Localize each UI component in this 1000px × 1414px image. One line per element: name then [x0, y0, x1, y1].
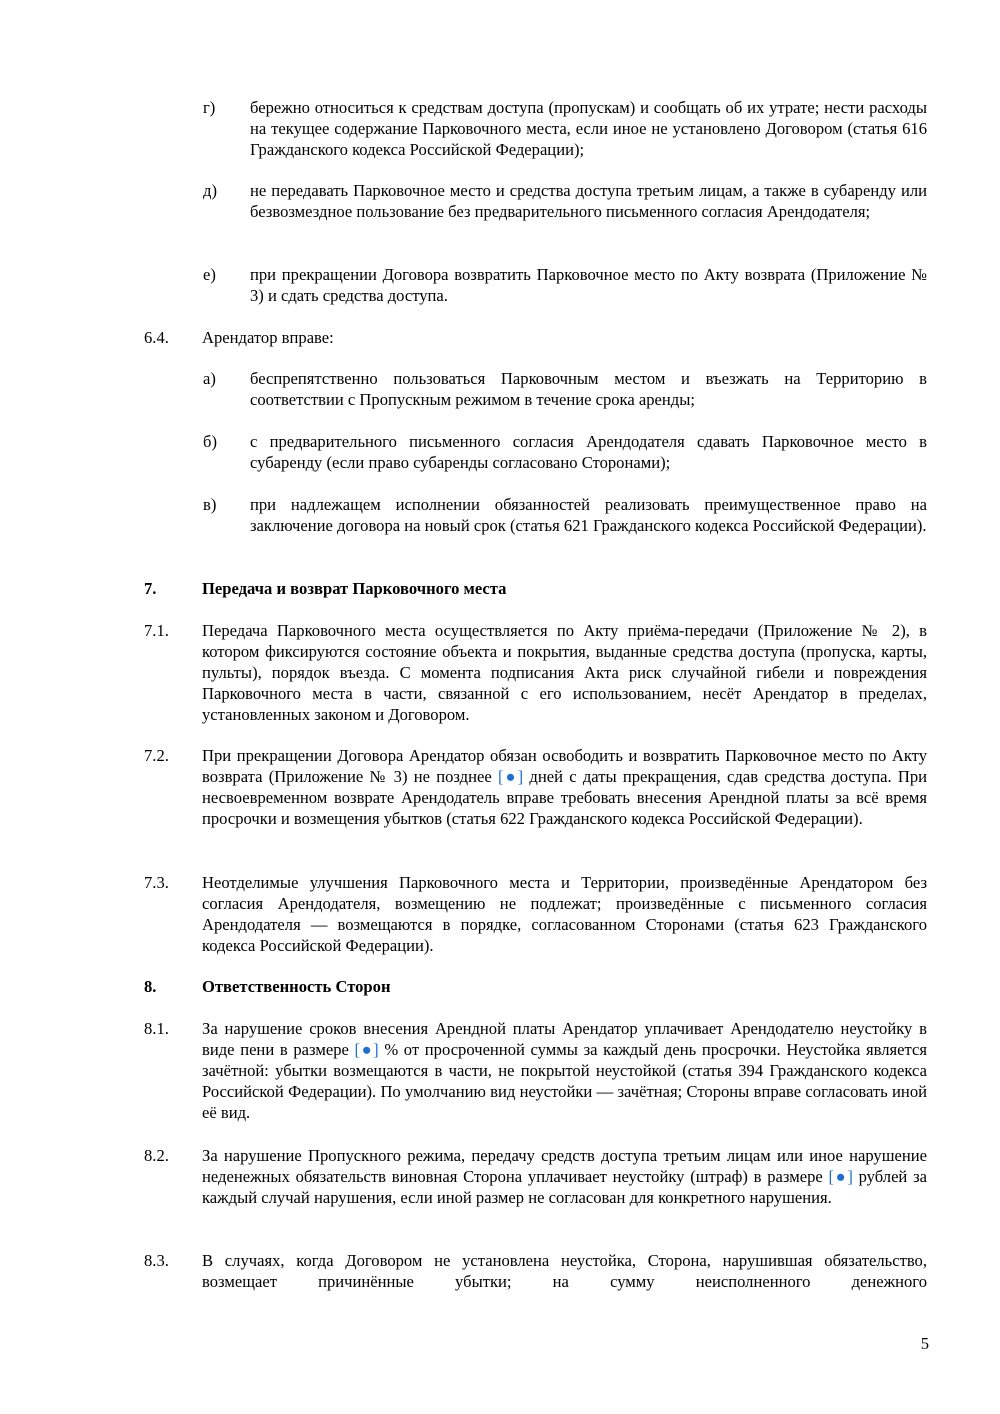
- section-heading: Передача и возврат Парковочного места: [202, 579, 507, 598]
- clause-number: 8.1.: [144, 1019, 169, 1038]
- item-label: д): [203, 181, 217, 200]
- item-text: беспрепятственно пользоваться Парковочным местом и въезжать на Территорию в соответствии с Пропускным режимом в течение срока аренды;: [250, 369, 927, 409]
- section-heading: Ответственность Сторон: [202, 977, 391, 996]
- item-label: б): [203, 432, 217, 451]
- clause-text: При прекращении Договора Арендатор обязан освободить и возвратить Парковочное место по Акту возврата (Приложение № 3) не позднее [●] дней с даты прекращения, сдав средства доступа. При несвоевременном возврате Арендодатель вправе требовать внесения Арендной платы за всё время просрочки и возмещения убытков (статья 622 Гражданского кодекса Российской Федерации).: [202, 746, 927, 828]
- placeholder-marker: [●]: [828, 1167, 853, 1186]
- item-label: а): [203, 369, 216, 388]
- clause-text: Передача Парковочного места осуществляется по Акту приёма-передачи (Приложение № 2), в котором фиксируются состояние объекта и покрытия, выданные средства доступа (пропуска, карты, пульты), порядок въезда. С момента подписания Акта риск случайной гибели и повреждения Парковочного места в части, связанной с его использованием, несёт Арендатор в пределах, установленных законом и Договором.: [202, 621, 927, 724]
- item-text: бережно относиться к средствам доступа (пропускам) и сообщать об их утрате; нести расходы на текущее содержание Парковочного места, если иное не установлено Договором (статья 616 Гражданского кодекса Российской Федерации);: [250, 98, 927, 159]
- section-number: 7.: [144, 579, 157, 598]
- clause-text: Арендатор вправе:: [202, 328, 334, 347]
- item-text: не передавать Парковочное место и средства доступа третьим лицам, а также в субаренду или безвозмездное пользование без предварительного письменного согласия Арендодателя;: [250, 181, 927, 221]
- item-label: е): [203, 265, 216, 284]
- clause-text: Неотделимые улучшения Парковочного места и Территории, произведённые Арендатором без согласия Арендодателя, возмещению не подлежат; произведённые с письменного согласия Арендодателя — возмещаются в порядке, согласованном Сторонами (статья 623 Гражданского кодекса Российской Федерации).: [202, 873, 927, 955]
- item-text: при надлежащем исполнении обязанностей реализовать преимущественное право на заключение договора на новый срок (статья 621 Гражданского кодекса Российской Федерации).: [250, 495, 927, 535]
- section-number: 8.: [144, 977, 157, 996]
- placeholder-marker: [●]: [354, 1040, 379, 1059]
- item-label: г): [203, 98, 216, 117]
- clause-number: 6.4.: [144, 328, 169, 347]
- item-label: в): [203, 495, 217, 514]
- item-text: с предварительного письменного согласия Арендодателя сдавать Парковочное место в субаренду (если право субаренды согласовано Сторонами);: [250, 432, 927, 472]
- clause-number: 7.3.: [144, 873, 169, 892]
- page-number: 5: [920, 1334, 929, 1353]
- clause-text: В случаях, когда Договором не установлена неустойка, Сторона, нарушившая обязательство, возмещает причинённые убытки; на сумму неисполненного денежного: [202, 1251, 927, 1291]
- clause-number: 8.2.: [144, 1146, 169, 1165]
- clause-text: За нарушение сроков внесения Арендной платы Арендатор уплачивает Арендодателю неустойку в виде пени в размере [●] % от просроченной суммы за каждый день просрочки. Неустойка является зачётной: убытки возмещаются в части, не покрытой неустойкой (статья 394 Гражданского кодекса Российской Федерации). По умолчанию вид неустойки — зачётная; Стороны вправе согласовать иной её вид.: [202, 1019, 928, 1122]
- item-text: при прекращении Договора возвратить Парковочное место по Акту возврата (Приложение № 3) и сдать средства доступа.: [250, 265, 927, 305]
- clause-number: 7.2.: [144, 746, 169, 765]
- clause-number: 7.1.: [144, 621, 169, 640]
- placeholder-marker: [●]: [497, 767, 524, 786]
- clause-number: 8.3.: [144, 1251, 169, 1270]
- clause-text: За нарушение Пропускного режима, передачу средств доступа третьим лицам или иное нарушение неденежных обязательств виновная Сторона уплачивает неустойку (штраф) в размере [●] рублей за каждый случай нарушения, если иной размер не согласован для конкретного нарушения.: [202, 1146, 927, 1207]
